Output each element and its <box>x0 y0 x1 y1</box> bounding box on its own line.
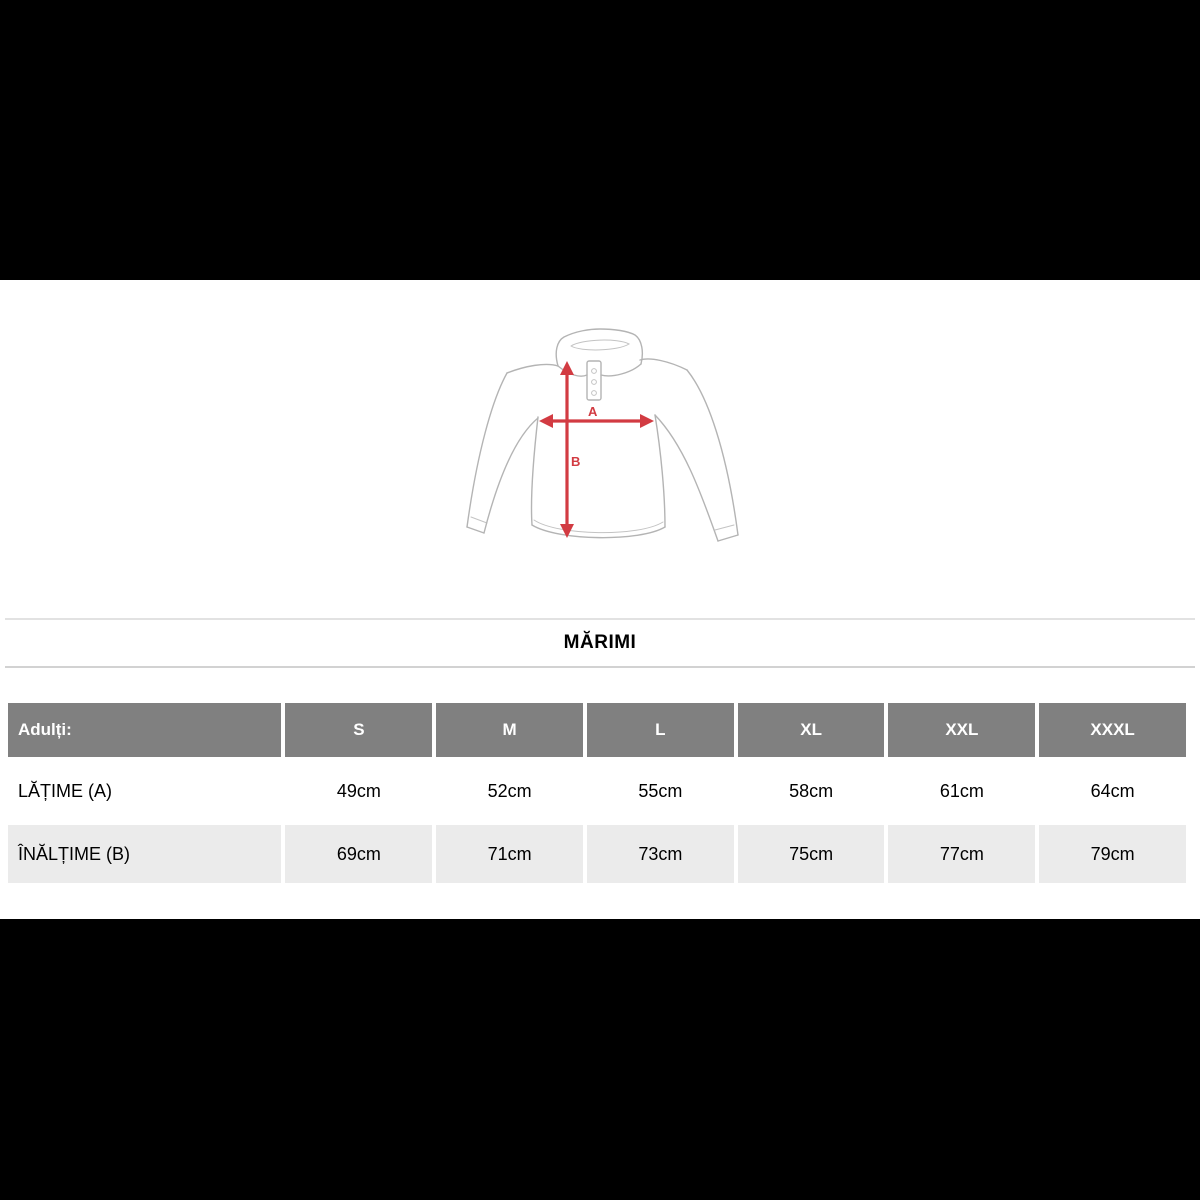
width-value-xl: 58cm <box>738 762 885 820</box>
size-table-container <box>4 698 1190 888</box>
height-value-xxxl: 79cm <box>1039 825 1186 883</box>
width-value-xxl: 61cm <box>888 762 1035 820</box>
height-label: B <box>571 454 581 469</box>
size-table <box>4 698 1190 888</box>
col-header-xxl: XXL <box>888 703 1035 757</box>
button-placket <box>587 361 601 400</box>
col-header-l: L <box>587 703 734 757</box>
top-letterbox <box>0 0 1200 280</box>
col-header-xxxl: XXXL <box>1039 703 1186 757</box>
width-arrow-a <box>539 404 654 428</box>
table-row-height <box>8 825 1186 883</box>
row-label-width: LĂȚIME (A) <box>8 762 281 820</box>
col-header-adults: Adulți: <box>8 703 281 757</box>
bottom-letterbox <box>0 919 1200 1200</box>
height-value-l: 73cm <box>587 825 734 883</box>
width-value-xxxl: 64cm <box>1039 762 1186 820</box>
shirt-size-diagram <box>450 322 750 557</box>
height-value-xxl: 77cm <box>888 825 1035 883</box>
height-value-s: 69cm <box>285 825 432 883</box>
size-section-title: MĂRIMI <box>5 618 1195 668</box>
col-header-xl: XL <box>738 703 885 757</box>
width-value-s: 49cm <box>285 762 432 820</box>
width-label: A <box>588 404 598 419</box>
row-label-height: ÎNĂLȚIME (B) <box>8 825 281 883</box>
col-header-m: M <box>436 703 583 757</box>
height-value-m: 71cm <box>436 825 583 883</box>
width-value-m: 52cm <box>436 762 583 820</box>
height-value-xl: 75cm <box>738 825 885 883</box>
table-header-row <box>8 703 1186 757</box>
table-row-width <box>8 762 1186 820</box>
col-header-s: S <box>285 703 432 757</box>
shirt-outline <box>467 329 738 541</box>
height-arrow-b <box>560 361 580 538</box>
width-value-l: 55cm <box>587 762 734 820</box>
